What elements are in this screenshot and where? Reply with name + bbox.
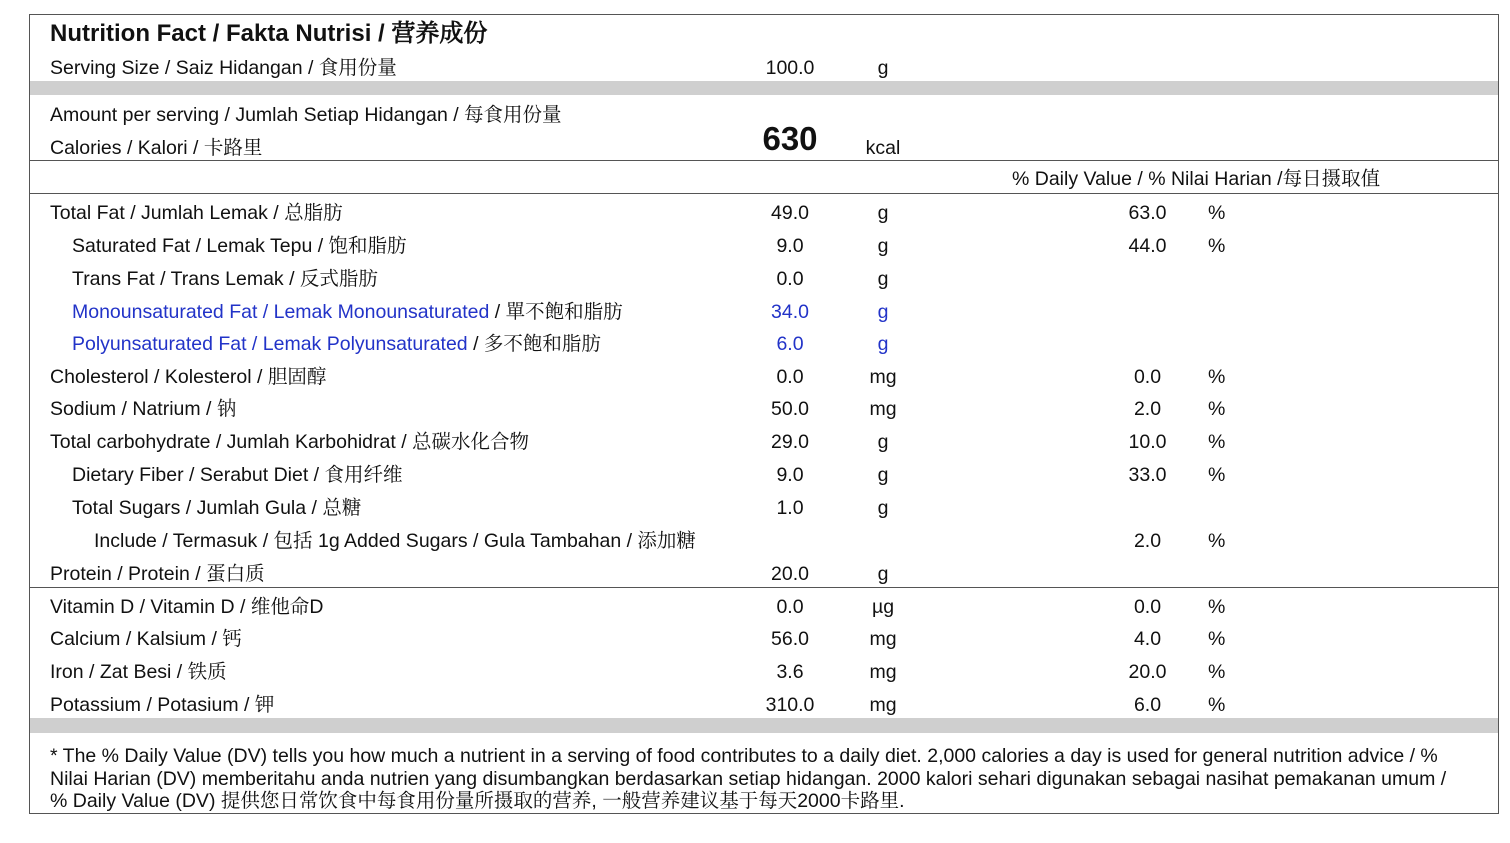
divider-line xyxy=(30,160,1498,161)
nutrient-label xyxy=(72,328,601,360)
nutrient-daily-value: 33.0 xyxy=(1128,464,1167,486)
nutrient-daily-value: 44.0 xyxy=(1128,235,1167,257)
percent-sign: % xyxy=(1208,464,1226,486)
nutrient-label-en: Monounsaturated Fat / Lemak Monounsaturated xyxy=(72,301,490,323)
nutrient-row-total-fat xyxy=(30,197,1498,229)
nutrient-label: Total carbohydrate / Jumlah Karbohidrat / 总碳水化合物 xyxy=(50,431,530,453)
nutrient-row-dietary-fiber xyxy=(30,459,1498,491)
nutrient-row-protein xyxy=(30,558,1498,590)
percent-sign: % xyxy=(1208,398,1226,420)
nutrient-unit: g xyxy=(877,268,889,290)
nutrient-label: Vitamin D / Vitamin D / 维他命D xyxy=(50,596,324,618)
nutrient-amount: 6.0 xyxy=(776,333,804,355)
nutrient-daily-value: 2.0 xyxy=(1133,530,1162,552)
nutrient-unit: g xyxy=(877,563,889,585)
serving-size-row xyxy=(30,52,1498,84)
nutrient-label-cn: / 多不飽和脂肪 xyxy=(467,333,601,355)
nutrient-amount: 49.0 xyxy=(771,202,809,224)
nutrient-amount: 3.6 xyxy=(776,661,804,683)
separator-band xyxy=(30,718,1498,733)
nutrient-row-trans-fat xyxy=(30,263,1498,295)
percent-sign: % xyxy=(1208,366,1226,388)
nutrient-daily-value: 6.0 xyxy=(1133,694,1162,716)
percent-sign: % xyxy=(1208,431,1226,453)
nutrient-row-monounsaturated-fat xyxy=(30,296,1498,328)
nutrient-unit: mg xyxy=(869,628,897,650)
nutrient-label xyxy=(72,296,623,328)
percent-sign: % xyxy=(1208,628,1226,650)
nutrient-row-polyunsaturated-fat xyxy=(30,328,1498,360)
percent-sign: % xyxy=(1208,661,1226,683)
nutrient-row-iron xyxy=(30,656,1498,688)
nutrient-label: Saturated Fat / Lemak Tepu / 饱和脂肪 xyxy=(72,235,407,257)
nutrient-row-vitamin-d xyxy=(30,591,1498,623)
nutrient-unit: mg xyxy=(869,366,897,388)
nutrient-row-added-sugars xyxy=(30,525,1498,557)
nutrient-row-saturated-fat xyxy=(30,230,1498,262)
nutrient-label: Include / Termasuk / 包括 1g Added Sugars / Gula Tambahan / 添加糖 xyxy=(94,530,696,552)
nutrient-row-sodium xyxy=(30,393,1498,425)
nutrient-row-total-sugars xyxy=(30,492,1498,524)
nutrient-daily-value: 10.0 xyxy=(1128,431,1167,453)
calories-label: Calories / Kalori / 卡路里 xyxy=(50,137,263,159)
nutrient-unit: g xyxy=(877,497,889,519)
nutrient-unit: µg xyxy=(871,596,895,618)
nutrient-unit: mg xyxy=(869,661,897,683)
divider-line xyxy=(30,193,1498,194)
nutrient-unit: g xyxy=(877,301,889,323)
separator-band xyxy=(30,81,1498,95)
nutrient-unit: g xyxy=(877,431,889,453)
percent-sign: % xyxy=(1208,235,1226,257)
nutrient-label-cn: / 單不飽和脂肪 xyxy=(489,301,623,323)
percent-sign: % xyxy=(1208,530,1226,552)
nutrient-label: Dietary Fiber / Serabut Diet / 食用纤维 xyxy=(72,464,403,486)
nutrient-daily-value: 2.0 xyxy=(1133,398,1162,420)
footnote-line: * The % Daily Value (DV) tells you how much a nutrient in a serving of food contributes to a daily diet. 2,000 calories a day is used for general nutrition advice / % xyxy=(50,745,1438,767)
daily-value-footnote xyxy=(50,745,1490,813)
amount-per-serving-label: Amount per serving / Jumlah Setiap Hidangan / 每食用份量 xyxy=(50,104,562,126)
calories-unit: kcal xyxy=(865,137,901,159)
nutrient-label: Total Fat / Jumlah Lemak / 总脂肪 xyxy=(50,202,343,224)
nutrient-amount: 29.0 xyxy=(771,431,809,453)
nutrient-label-en: Polyunsaturated Fat / Lemak Polyunsaturated xyxy=(72,333,468,355)
percent-sign: % xyxy=(1208,596,1226,618)
footnote-line: % Daily Value (DV) 提供您日常饮食中每食用份量所摄取的营养, 一般营养建议基于每天2000卡路里. xyxy=(50,790,905,812)
percent-sign: % xyxy=(1208,202,1226,224)
nutrient-amount: 9.0 xyxy=(776,235,804,257)
nutrient-amount: 0.0 xyxy=(776,268,804,290)
nutrient-amount: 20.0 xyxy=(771,563,809,585)
nutrition-facts-panel xyxy=(29,14,1499,814)
nutrient-amount: 9.0 xyxy=(776,464,804,486)
nutrient-amount: 0.0 xyxy=(776,596,804,618)
nutrient-label: Trans Fat / Trans Lemak / 反式脂肪 xyxy=(72,268,378,290)
nutrient-amount: 56.0 xyxy=(771,628,809,650)
divider-line xyxy=(30,587,1498,588)
footnote-line: Nilai Harian (DV) memberitahu anda nutrien yang disumbangkan berdasarkan setiap hidangan. 2000 kalori sehari digunakan sebagai nasihat pemakanan umum / xyxy=(50,767,1447,790)
nutrient-amount: 310.0 xyxy=(765,694,815,716)
nutrient-unit: g xyxy=(877,464,889,486)
nutrient-daily-value: 0.0 xyxy=(1133,596,1162,618)
nutrient-label: Cholesterol / Kolesterol / 胆固醇 xyxy=(50,366,327,388)
nutrient-daily-value: 63.0 xyxy=(1128,202,1167,224)
calories-value: 630 xyxy=(762,120,818,157)
nutrient-daily-value: 0.0 xyxy=(1133,366,1162,388)
nutrient-unit: g xyxy=(877,333,889,355)
nutrient-daily-value: 4.0 xyxy=(1133,628,1162,650)
nutrient-row-potassium xyxy=(30,689,1498,721)
nutrition-title: Nutrition Fact / Fakta Nutrisi / 营养成份 xyxy=(50,20,488,47)
percent-sign: % xyxy=(1208,694,1226,716)
nutrient-amount: 50.0 xyxy=(771,398,809,420)
serving-size-label: Serving Size / Saiz Hidangan / 食用份量 xyxy=(50,57,397,79)
nutrient-label: Iron / Zat Besi / 铁质 xyxy=(50,661,227,683)
nutrient-unit: g xyxy=(877,202,889,224)
nutrient-unit: mg xyxy=(869,694,897,716)
nutrient-unit: g xyxy=(877,235,889,257)
nutrient-daily-value: 20.0 xyxy=(1128,661,1167,683)
nutrient-unit: mg xyxy=(869,398,897,420)
nutrient-label: Potassium / Potasium / 钾 xyxy=(50,694,275,716)
nutrient-amount: 1.0 xyxy=(776,497,804,519)
serving-size-amount: 100.0 xyxy=(765,57,815,79)
serving-size-unit: g xyxy=(877,57,889,79)
nutrient-row-total-carbohydrate xyxy=(30,426,1498,458)
nutrient-row-cholesterol xyxy=(30,361,1498,393)
daily-value-header: % Daily Value / % Nilai Harian /每日摄取值 xyxy=(1012,168,1381,190)
nutrient-label: Calcium / Kalsium / 钙 xyxy=(50,628,242,650)
nutrient-label: Protein / Protein / 蛋白质 xyxy=(50,563,265,585)
nutrient-row-calcium xyxy=(30,623,1498,655)
nutrient-amount: 0.0 xyxy=(776,366,804,388)
nutrient-label: Total Sugars / Jumlah Gula / 总糖 xyxy=(72,497,362,519)
nutrient-amount: 34.0 xyxy=(771,301,809,323)
nutrient-label: Sodium / Natrium / 钠 xyxy=(50,398,237,420)
